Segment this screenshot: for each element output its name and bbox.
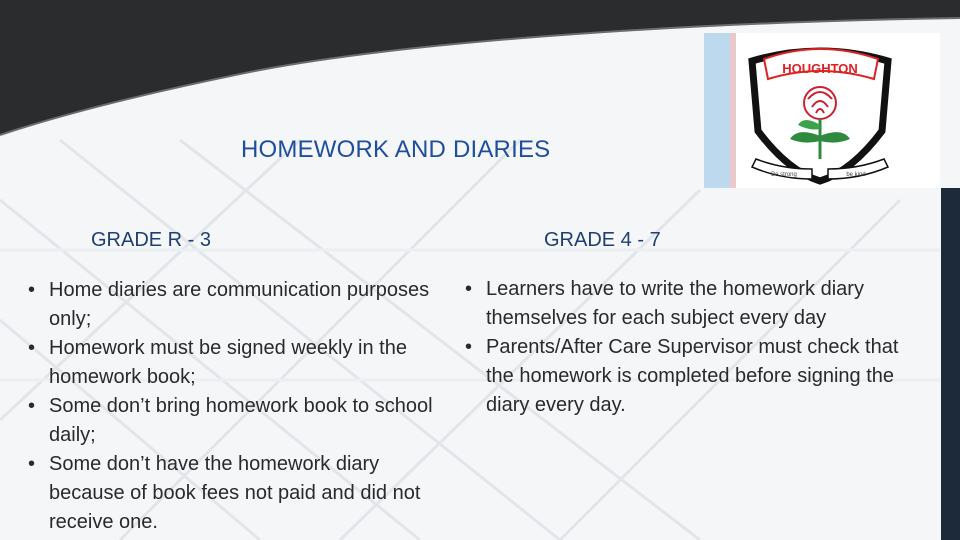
list-item: • Some don’t have the homework diary because of book fees not paid and did not receive one. bbox=[28, 450, 458, 537]
logo-motto-right: be kind bbox=[846, 172, 866, 178]
logo-stripe bbox=[704, 33, 730, 188]
list-item: • Homework must be signed weekly in the homework book; bbox=[28, 334, 458, 392]
list-item: • Some don’t bring homework book to school daily; bbox=[28, 392, 458, 450]
list-item: • Home diaries are communication purposes only; bbox=[28, 276, 458, 334]
list-item: • Learners have to write the homework diary themselves for each subject every day bbox=[465, 275, 925, 333]
left-bullet-list bbox=[28, 276, 458, 537]
list-item: • Parents/After Care Supervisor must check that the homework is completed before signing the diary every day. bbox=[465, 333, 925, 420]
logo-motto-left: Be strong bbox=[771, 172, 797, 178]
left-column-heading: GRADE R - 3 bbox=[91, 229, 212, 251]
slide-title: HOMEWORK AND DIARIES bbox=[241, 136, 551, 163]
school-logo bbox=[704, 33, 940, 188]
crest-icon bbox=[732, 41, 908, 186]
logo-banner-text: HOUGHTON bbox=[782, 61, 858, 76]
right-bullet-list bbox=[465, 275, 925, 420]
right-column-heading: GRADE 4 - 7 bbox=[544, 229, 661, 251]
right-accent-bar bbox=[941, 188, 960, 540]
